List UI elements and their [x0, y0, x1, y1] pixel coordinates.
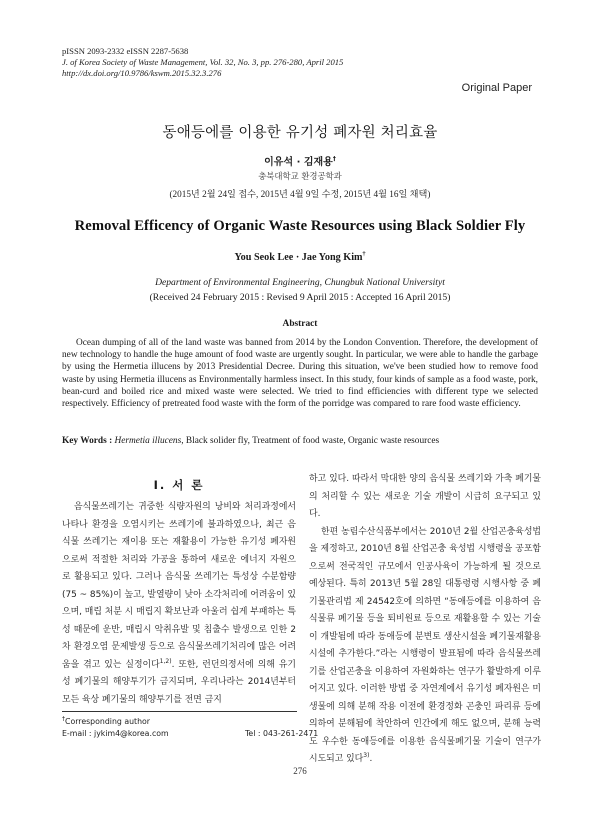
body-right-end: .	[369, 754, 373, 764]
corresponding-mark-en: †	[362, 251, 366, 258]
korean-dates: (2015년 2월 24일 접수, 2015년 4월 9일 수정, 2015년 4월 16일 채택)	[169, 189, 431, 199]
issn-line: pISSN 2093-2332 eISSN 2287-5638	[62, 46, 189, 56]
body-column-left	[62, 499, 296, 709]
citation-ref-2: 3)	[363, 752, 370, 760]
footnote-mark: †	[62, 715, 65, 723]
doi-line	[62, 68, 221, 79]
body-column-right	[309, 471, 541, 769]
english-author-names: You Seok Lee · Jae Yong Kim	[234, 252, 363, 263]
body-left-paragraph	[62, 499, 296, 709]
keywords-rest: , Black solider fly, Treatment of food waste, Organic waste resources	[181, 436, 440, 446]
footnote-tel: Tel : 043-261-2471	[245, 729, 319, 738]
body-left-tail: . 또한, 런던의정서에 의해 유기성 폐기물의 해양투기가 금지되며, 우리나라는 2014년부터 모든 육상 폐기물의 해양투기를 전면 금지	[62, 659, 296, 705]
keyword-italic: Hermetia illucens	[114, 436, 182, 446]
footnote-label: Corresponding author	[65, 717, 151, 726]
section-heading: I. 서 론	[153, 478, 205, 492]
english-dates: (Received 24 February 2015 : Revised 9 April 2015 : Accepted 16 April 2015)	[149, 292, 451, 303]
journal-citation	[62, 57, 343, 68]
korean-title: 동애등에를 이용한 유기성 폐자원 처리효율	[162, 125, 438, 141]
paper-type-label: Original Paper	[461, 82, 532, 94]
citation-ref: 1,2)	[159, 657, 172, 665]
keywords-label: Key Words :	[62, 436, 113, 446]
korean-authors	[0, 153, 600, 168]
body-right-text: 한편 농림수산식품부에서는 2010년 2월 산업곤충육성법을 제정하고, 2010년 8월 산업곤충 육성법 시행령을 공포함으로써 전국적인 규모에서 인공사육이 가능하게 될 것으로 예상된다. 특히 2013년 5월 28일 대통령령 시행사항 중 폐기물관리법 제 24542호에 의하면 “동애등에를 이용하여 음식물류 폐기물 등을 퇴비원료 등으로 재활용할 수 있는 기술이 개발됨에 따라 동애등에 분변토 생산시설을 폐기물재활용시설에 추가한다.”라는 시행령이 발표됨에 따라 음식물쓰레기를 산업곤충을 이용하여 자원화하는 연구가 활발하게 이루어지고 있다. 이러한 방법 중 자연계에서 유기성 폐자원은 미생물에 의해 분해 작용 이전에 환경정화 곤충인 파리류 등에 의하여 분해됨에 착안하여 인간에게 해도 없으며, 분해 능력도 우수한 동애등에를 이용한 음식물폐기물 기술이 연구가 시도되고 있다	[309, 526, 541, 764]
korean-affiliation: 충북대학교 환경공학과	[258, 171, 342, 181]
body-right-paragraph-2	[309, 524, 541, 769]
english-affiliation: Department of Environmental Engineering, Chungbuk National Universityt	[155, 277, 445, 288]
footnote	[62, 715, 319, 740]
footnote-divider	[62, 711, 297, 712]
korean-author-names: 이유석 · 김재용	[264, 157, 333, 168]
page-number: 276	[293, 766, 307, 776]
footnote-author	[62, 716, 169, 728]
english-authors	[0, 252, 600, 263]
journal-citation-text: J. of Korea Society of Waste Management, Vol. 32, No. 3, pp. 276-280, April 2015	[62, 57, 344, 67]
body-right-paragraph-1: 하고 있다. 따라서 막대한 양의 음식물 쓰레기와 가축 폐기물의 처리할 수 있는 새로운 기술 개발이 시급히 요구되고 있다.	[309, 474, 541, 519]
body-left-text: 음식물쓰레기는 귀중한 식량자원의 낭비와 처리과정에서 나타나 환경을 오염시키는 쓰레기에 불과하였으나, 최근 음식물 쓰레기는 재이용 또는 재활용이 가능한 유기성 폐자원으로써 적절한 처리와 가공을 통하여 새로운 에너지 자원으로 활용되고 있다. 그러나 음식물 쓰레기는 특성상 수분함량(75 ~ 85%)이 높고, 발열량이 낮아 소각처리에 어려움이 있으며, 매립 처분 시 매립지 확보난과 아울러 쉽게 부패하는 특성 때문에 운반, 매립시 악취유발 및 침출수 발생으로 인한 2차 환경오염 문제발생 등으로 음식물쓰레기처리에 많은 어려움을 겪고 있는 실정이다	[62, 502, 296, 670]
english-title: Removal Efficency of Organic Waste Resources using Black Soldier Fly	[74, 218, 526, 234]
corresponding-mark: †	[332, 155, 336, 163]
doi-link[interactable]: http://dx.doi.org/10.9786/kswm.2015.32.3.276	[62, 68, 222, 78]
abstract-heading: Abstract	[282, 319, 318, 329]
abstract-text: Ocean dumping of all of the land waste was banned from 2014 by the London Convention. Therefore, the development of new technology to handle the huge amount of food waste are urgently sought. In particular, we were able to handle the garbage by using the Hermetia illucens by 2013 Presidential Decree. During this situation, we've been studied how to remove food waste by using Hermetia illucens as Environmentally harmless insect. In this study, four kinds of sample as a food waste, pork, bean-curd and boiled rice and mixed waste were selected. We tried to find efficiencies with different type we selected respectively. Efficiency of pretreated food waste with the form of the porridge was compared to rare food waste efficiency.	[62, 338, 538, 410]
keywords-line	[62, 436, 439, 446]
footnote-email: E-mail : jykim4@korea.com	[62, 729, 169, 738]
